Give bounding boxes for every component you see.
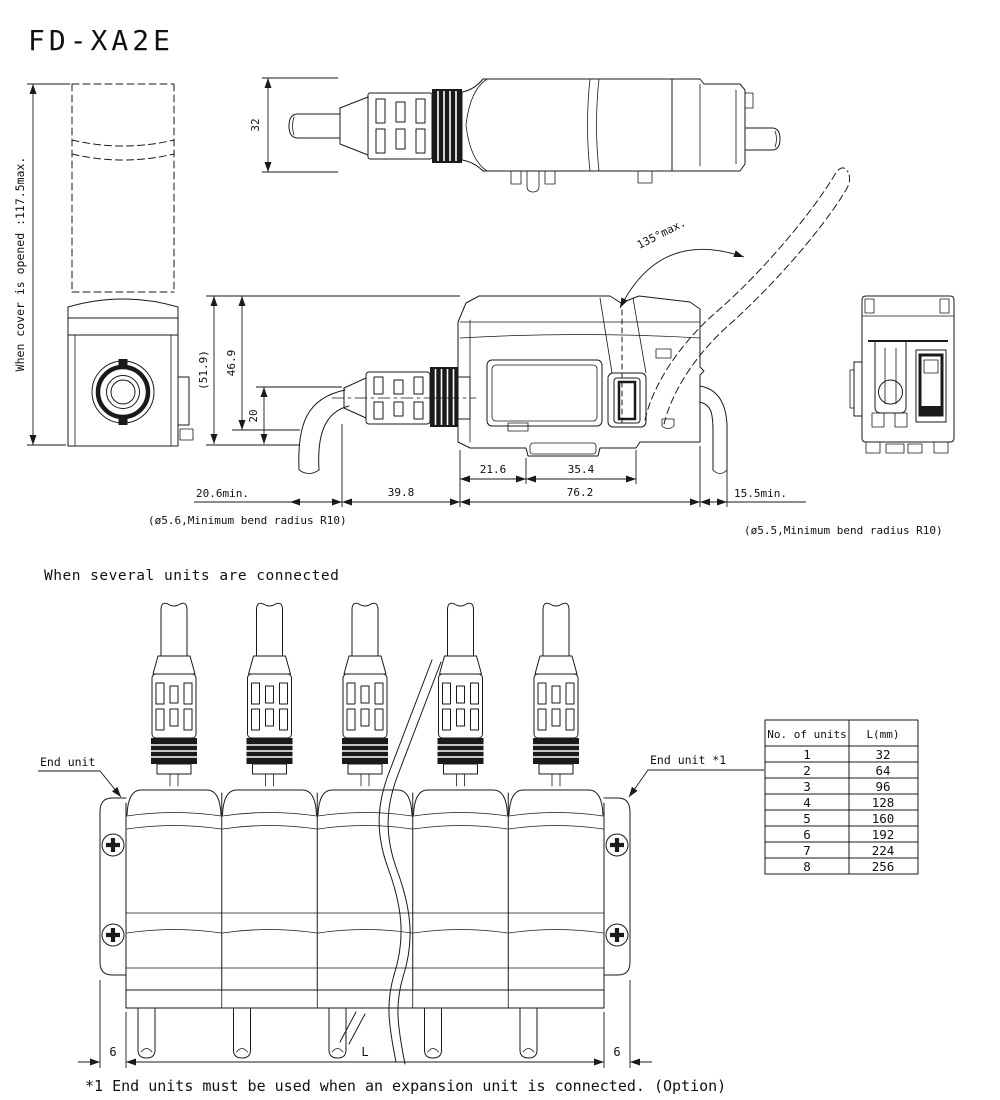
dim-end-left: 6 [109,1045,117,1059]
table-cell: 160 [871,811,895,826]
top-view [249,78,780,192]
table-cell: 224 [871,843,895,858]
dim-76-2: 76.2 [566,486,594,499]
dim-21-6: 21.6 [479,463,507,476]
table-cell: 1 [803,747,811,762]
table-cell: 192 [871,827,895,842]
dim-top-height: 32 [249,118,262,132]
table-cell: 7 [803,843,811,858]
page-title: FD-XA2E [28,24,175,57]
table-header-units: No. of units [767,728,847,741]
table-cell: 96 [875,779,891,794]
table-cell: 2 [803,763,811,778]
front-view [13,84,193,446]
dim-35-4: 35.4 [567,463,595,476]
table-cell: 128 [871,795,895,810]
side-view [299,168,850,474]
label-end-unit-right: End unit *1 [650,753,727,767]
dim-end-right: 6 [613,1045,621,1059]
assembly-footnote: *1 End units must be used when an expansion unit is connected. (Option) [85,1077,727,1095]
note-right-cable: (ø5.5,Minimum bend radius R10) [744,524,943,537]
dim-overall-height: (51.9) [197,350,210,390]
dim-left-cable-min: 20.6min. [196,487,249,500]
assembly-view [38,568,764,1095]
table-cell: 32 [875,747,891,762]
table-cell: 4 [803,795,811,810]
side-view-dimensions [148,296,943,537]
note-left-cable: (ø5.6,Minimum bend radius R10) [148,514,347,527]
dim-cover-open: When cover is opened :117.5max. [13,156,27,372]
table-cell: 8 [803,859,811,874]
table-cell: 6 [803,827,811,842]
dim-length: L [361,1045,369,1059]
dim-cover-angle: 135°max. [634,216,688,252]
table-cell: 64 [875,763,891,778]
dim-cable-offset: 20 [247,409,260,423]
table-cell: 5 [803,811,811,826]
dim-39-8: 39.8 [387,486,415,499]
table-header-length: L(mm) [866,728,900,741]
label-end-unit-left: End unit [40,755,96,769]
assembly-heading: When several units are connected [44,568,340,584]
dim-body-height: 46.9 [225,349,238,377]
dimension-table [765,720,918,874]
dim-right-cable-min: 15.5min. [734,487,787,500]
table-cell: 256 [871,859,895,874]
table-cell: 3 [803,779,811,794]
end-view [850,296,954,453]
